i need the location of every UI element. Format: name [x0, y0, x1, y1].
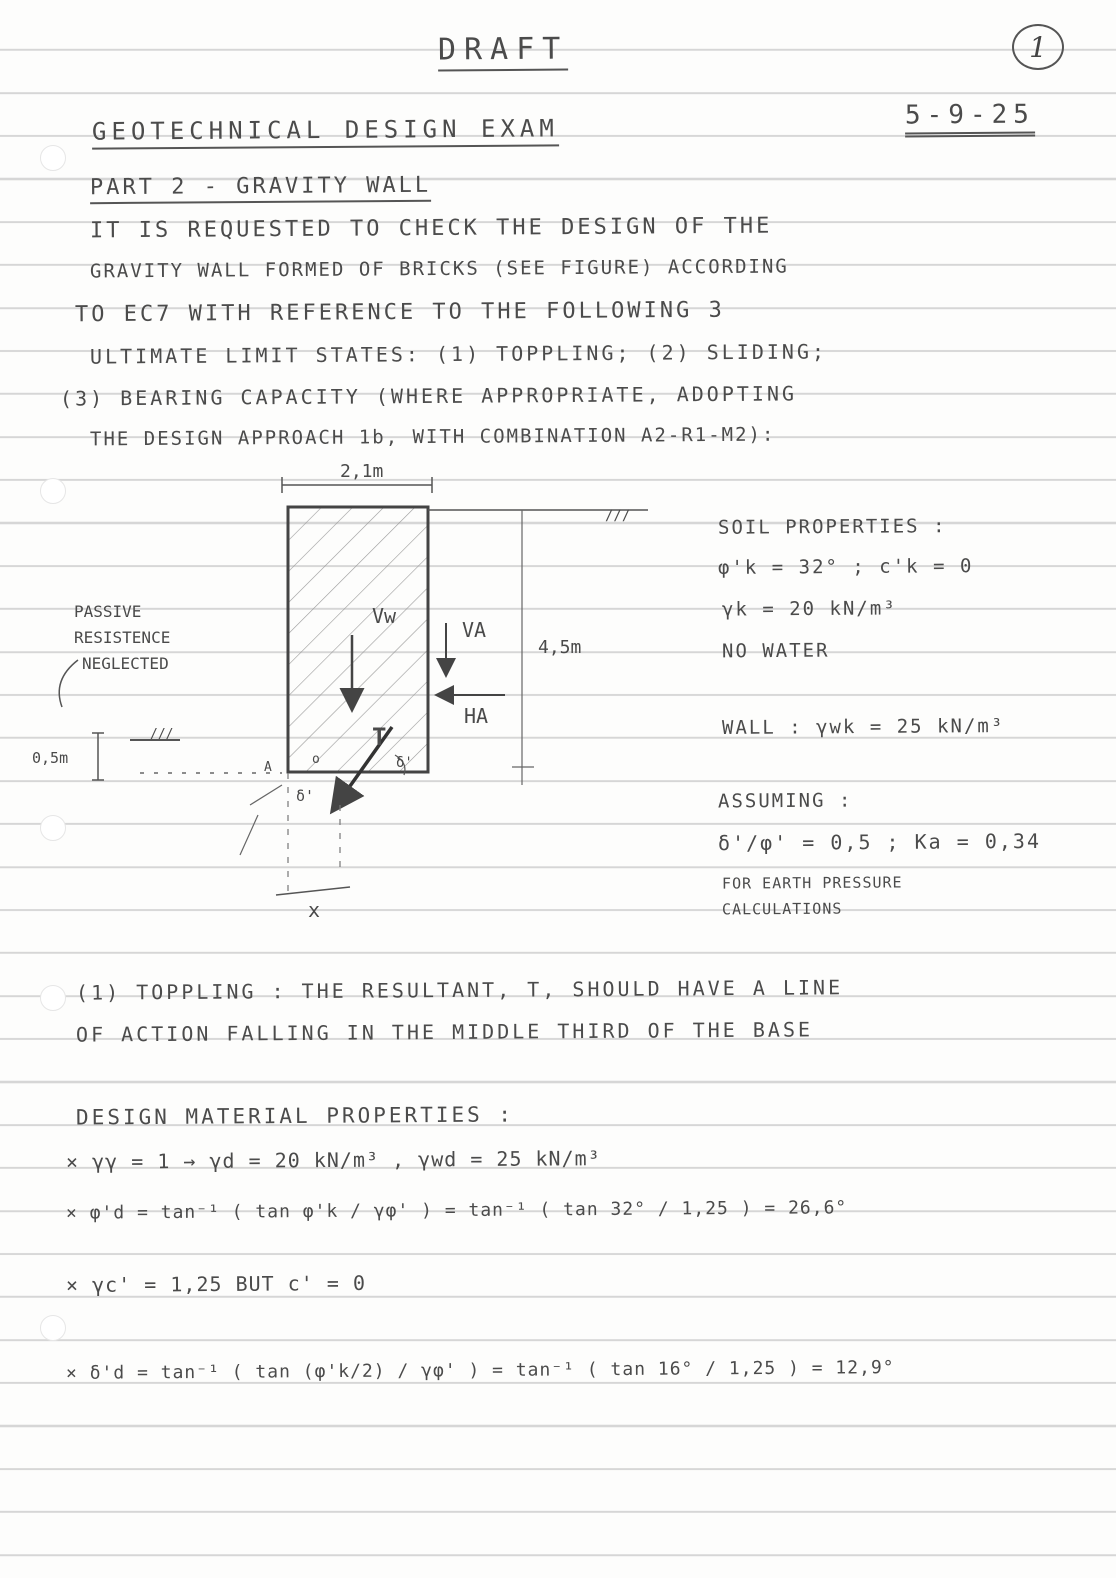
intro-line: THE DESIGN APPROACH 1b, WITH COMBINATION A2-R1-M2):: [89, 423, 776, 451]
height-label: 4,5m: [538, 637, 582, 658]
va-label: VA: [462, 618, 487, 642]
passive-note: PASSIVE: [74, 602, 142, 621]
soil-property: γk = 20 kN/m³: [721, 597, 897, 621]
design-equation: × γc' = 1,25 BUT c' = 0: [65, 1270, 367, 1298]
part-heading: PART 2 - GRAVITY WALL: [90, 173, 431, 204]
intro-line: TO EC7 WITH REFERENCE TO THE FOLLOWING 3: [74, 297, 725, 328]
soil-property: NO WATER: [721, 639, 830, 663]
svg-text:δ': δ': [296, 787, 315, 805]
binder-hole: [40, 1315, 66, 1341]
passive-note: NEGLECTED: [82, 654, 169, 673]
point-a: A: [264, 760, 272, 775]
toppling-line: OF ACTION FALLING IN THE MIDDLE THIRD OF THE BASE: [75, 1017, 814, 1047]
passive-note: RESISTENCE: [74, 628, 171, 647]
design-heading: DESIGN MATERIAL PROPERTIES :: [75, 1102, 515, 1130]
assuming-line: δ'/φ' = 0,5 ; Ka = 0,34: [717, 828, 1042, 856]
svg-text:///: ///: [605, 508, 631, 524]
binder-hole: [40, 985, 66, 1011]
delta-label: δ': [396, 755, 413, 771]
binder-hole: [40, 145, 66, 171]
t-label: T: [372, 723, 387, 751]
wall-body: [288, 507, 428, 772]
page-date: 5-9-25: [905, 100, 1035, 138]
design-equation: × δ'd = tan⁻¹ ( tan (φ'k/2) / γφ' ) = tan⁻¹ ( tan 16° / 1,25 ) = 12,9°: [65, 1357, 895, 1384]
svg-text:///: ///: [150, 727, 174, 742]
x-label: x: [308, 898, 321, 922]
intro-line: GRAVITY WALL FORMED OF BRICKS (SEE FIGURE) ACCORDING: [89, 255, 789, 283]
design-equation: × φ'd = tan⁻¹ ( tan φ'k / γφ' ) = tan⁻¹ ( tan 32° / 1,25 ) = 26,6°: [65, 1197, 848, 1224]
gravity-wall-figure: [0, 455, 700, 925]
toppling-line: (1) TOPPLING : THE RESULTANT, T, SHOULD HAVE A LINE: [75, 975, 844, 1005]
intro-line: IT IS REQUESTED TO CHECK THE DESIGN OF THE: [89, 213, 773, 244]
depth-label: 0,5m: [32, 749, 69, 767]
assuming-note: FOR EARTH PRESSURE: [721, 873, 903, 893]
page-title: GEOTECHNICAL DESIGN EXAM: [92, 114, 559, 149]
soil-heading: SOIL PROPERTIES :: [717, 515, 947, 539]
point-o: o: [312, 752, 320, 767]
page-number: 1: [1012, 24, 1064, 70]
width-label: 2,1m: [340, 461, 384, 482]
intro-line: ULTIMATE LIMIT STATES: (1) TOPPLING; (2) SLIDING;: [89, 339, 828, 369]
design-equation: × γγ = 1 → γd = 20 kN/m³ , γwd = 25 kN/m³: [65, 1146, 601, 1174]
draft-label: DRAFT: [438, 32, 569, 72]
assuming-heading: ASSUMING :: [717, 789, 853, 813]
vw-label: Vw: [372, 604, 397, 628]
intro-line: (3) BEARING CAPACITY (WHERE APPROPRIATE, ADOPTING: [59, 381, 798, 411]
wall-property: WALL : γwk = 25 kN/m³: [721, 715, 1005, 739]
ha-label: HA: [464, 704, 489, 728]
soil-property: φ'k = 32° ; c'k = 0: [717, 555, 974, 579]
assuming-note: CALCULATIONS: [721, 899, 843, 919]
